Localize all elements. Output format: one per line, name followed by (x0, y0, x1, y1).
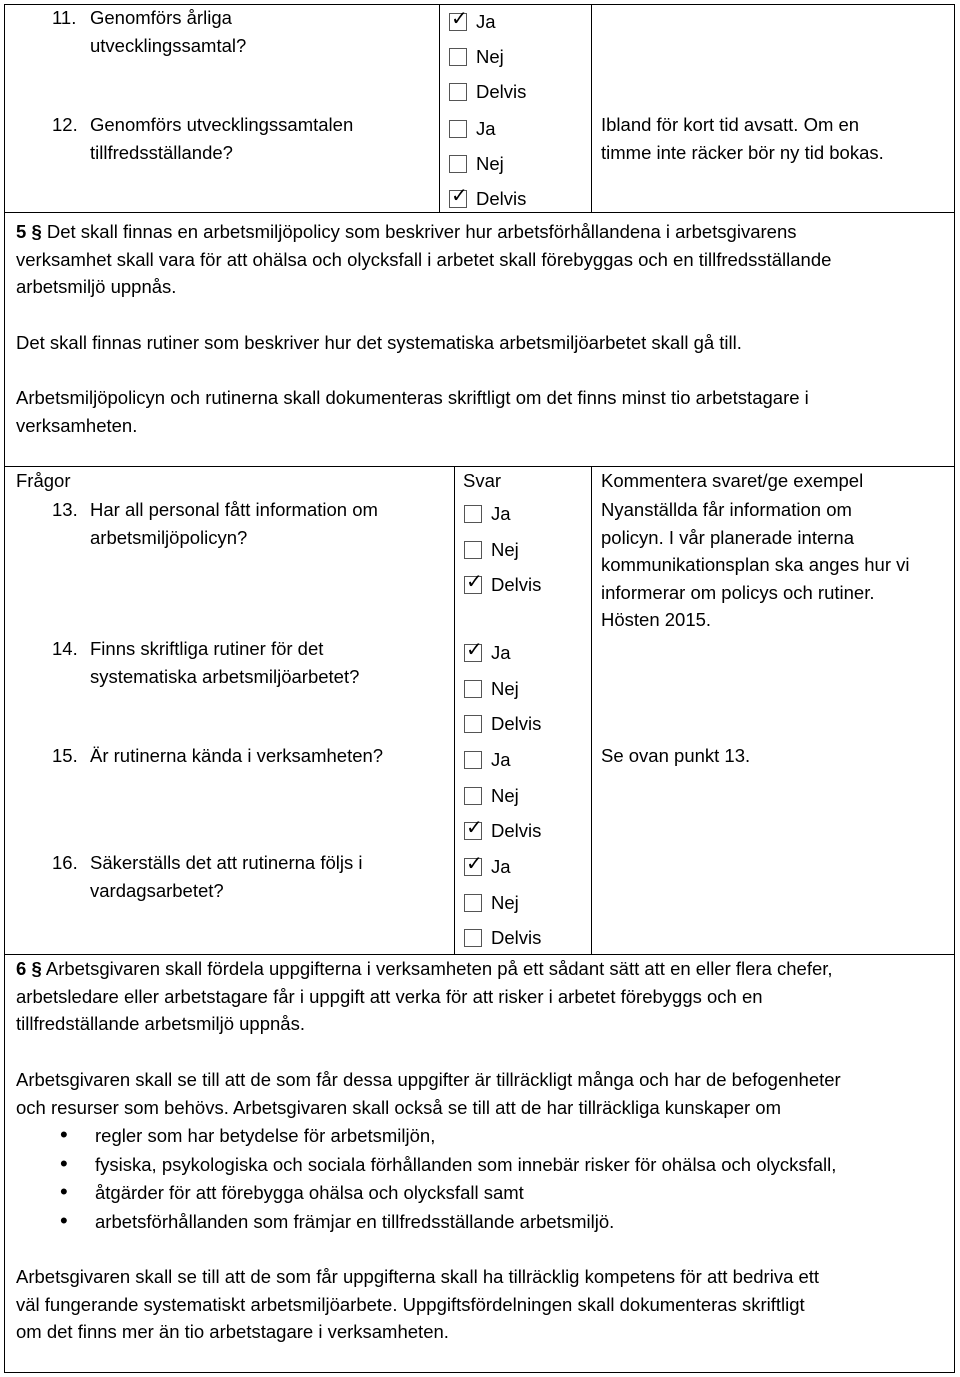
paragraph-line: Arbetsgivaren skall se till att de som får uppgifterna skall ha tillräcklig kompetens för att bedriva ett (16, 1266, 820, 1287)
option-label: Ja (491, 503, 511, 524)
section-5-paragraph-2: Det skall finnas rutiner som beskriver hur det systematiska arbetsmiljöarbetet skall gå till. (16, 332, 742, 353)
paragraph-line: Arbetsmiljöpolicyn och rutinerna skall dokumenteras skriftligt om det finns minst tio arbetstagare i (16, 387, 809, 408)
paragraph-line: väl fungerande systematiskt arbetsmiljöarbete. Uppgiftsfördelningen skall dokumenteras skriftligt (16, 1293, 805, 1315)
header-fragor: Frågor (16, 470, 71, 491)
question-text-line: Har all personal fått information om (90, 499, 378, 520)
option-delvis[interactable] (464, 923, 541, 953)
empty-box-icon[interactable] (449, 48, 467, 66)
question-text-line: vardagsarbetet? (90, 880, 224, 901)
option-label: Nej (491, 539, 519, 560)
empty-box-icon[interactable] (464, 787, 482, 805)
bullet-dot: • (60, 1179, 68, 1204)
option-label: Delvis (491, 927, 542, 948)
option-delvis[interactable] (449, 184, 526, 214)
paragraph-line: Arbetsgivaren skall fördela uppgifterna i verksamheten på ett sådant sätt att en eller flera chefer, (45, 958, 833, 979)
comment-line: policyn. I vår planerade interna (601, 527, 854, 548)
section-6-paragraph-1 (16, 955, 941, 1038)
paragraph-line: och resurser som behövs. Arbetsgivaren skall också se till att de har tillräckliga kunskaper om (16, 1096, 782, 1118)
option-ja[interactable] (449, 114, 496, 144)
option-delvis[interactable] (449, 77, 526, 107)
question-text-line: tillfredsställande? (90, 142, 233, 163)
paragraph-line: verksamhet skall vara för att ohälsa och olycksfall i arbetet skall förebyggas och en tillfredsställande (16, 248, 832, 270)
checked-box-icon[interactable]: ✓ (466, 569, 483, 593)
option-delvis[interactable] (464, 709, 541, 739)
option-label: Delvis (476, 188, 527, 209)
option-label: Nej (491, 678, 519, 699)
section-6-paragraph-2 (16, 1066, 941, 1121)
option-ja[interactable] (464, 852, 511, 882)
option-label: Nej (476, 153, 504, 174)
option-label: Delvis (491, 574, 542, 595)
comment-line: informerar om policys och rutiner. (601, 582, 875, 603)
section-symbol: § (31, 221, 42, 242)
question-text-line: Finns skriftliga rutiner för det (90, 638, 324, 659)
option-ja[interactable] (464, 638, 511, 668)
question-number: 12. (52, 114, 78, 135)
option-ja[interactable] (449, 7, 496, 37)
comment-line: Se ovan punkt 13. (601, 745, 751, 766)
col-divider (454, 466, 455, 954)
question-number: 16. (52, 852, 78, 873)
checked-box-icon[interactable]: ✓ (466, 637, 483, 661)
empty-box-icon[interactable] (464, 715, 482, 733)
question-text-line: systematiska arbetsmiljöarbetet? (90, 666, 360, 687)
option-nej[interactable] (464, 535, 519, 565)
bullet-dot: • (60, 1208, 68, 1233)
header-svar: Svar (463, 470, 502, 491)
question-number: 13. (52, 499, 78, 520)
bullet-item: åtgärder för att förebygga ohälsa och olycksfall samt (95, 1182, 524, 1203)
paragraph-line: om det finns mer än tio arbetstagare i verksamheten. (16, 1321, 449, 1342)
question-number: 14. (52, 638, 78, 659)
option-delvis[interactable] (464, 570, 541, 600)
option-nej[interactable] (449, 149, 504, 179)
header-kommentera: Kommentera svaret/ge exempel (601, 470, 864, 491)
bullet-item: arbetsförhållanden som främjar en tillfredsställande arbetsmiljö. (95, 1211, 615, 1232)
question-number: 11. (52, 7, 77, 28)
comment-line: Hösten 2015. (601, 609, 712, 630)
empty-box-icon[interactable] (449, 83, 467, 101)
question-text-line: Är rutinerna kända i verksamheten? (90, 745, 384, 766)
section-6-paragraph-3 (16, 1263, 941, 1346)
empty-box-icon[interactable] (464, 894, 482, 912)
comment-line: Nyanställda får information om (601, 499, 852, 520)
bullet-item: fysiska, psykologiska och sociala förhållanden som innebär risker för ohälsa och olycksfall, (95, 1154, 837, 1175)
checked-box-icon[interactable]: ✓ (466, 851, 483, 875)
option-label: Ja (476, 118, 496, 139)
option-label: Nej (491, 785, 519, 806)
col-divider (439, 4, 440, 212)
empty-box-icon[interactable] (464, 751, 482, 769)
bullet-dot: • (60, 1151, 68, 1176)
section-number: 5 (16, 221, 27, 242)
col-divider (591, 466, 592, 954)
option-ja[interactable] (464, 499, 511, 529)
question-text-line: Genomförs utvecklingssamtalen (90, 114, 354, 135)
option-ja[interactable] (464, 745, 511, 775)
comment-line: timme inte räcker bör ny tid bokas. (601, 142, 884, 163)
comment-line: Ibland för kort tid avsatt. Om en (601, 114, 860, 135)
section-symbol: § (31, 958, 42, 979)
option-label: Nej (491, 892, 519, 913)
paragraph-line: verksamheten. (16, 414, 138, 436)
paragraph-line: tillfredställande arbetsmiljö uppnås. (16, 1013, 305, 1034)
section-5-paragraph-1 (16, 218, 941, 301)
col-divider (591, 4, 592, 212)
section-5-paragraph-3 (16, 384, 941, 439)
comment-line: kommunikationsplan ska anges hur vi (601, 554, 910, 575)
question-text-line: Säkerställs det att rutinerna följs i (90, 852, 363, 873)
empty-box-icon[interactable] (449, 155, 467, 173)
paragraph-line: Det skall finnas en arbetsmiljöpolicy som beskriver hur arbetsförhållandena i arbetsgivarens (46, 221, 797, 242)
empty-box-icon[interactable] (464, 541, 482, 559)
question-text-line: Genomförs årliga (90, 7, 232, 28)
checked-box-icon[interactable]: ✓ (466, 815, 483, 839)
section-number: 6 (16, 958, 27, 979)
option-label: Ja (491, 642, 511, 663)
option-nej[interactable] (464, 781, 519, 811)
option-label: Ja (476, 11, 496, 32)
option-delvis[interactable] (464, 816, 541, 846)
question-number: 15. (52, 745, 78, 766)
bullet-item: regler som har betydelse för arbetsmiljön, (95, 1125, 436, 1146)
empty-box-icon[interactable] (464, 680, 482, 698)
option-label: Delvis (491, 820, 542, 841)
empty-box-icon[interactable] (464, 505, 482, 523)
option-nej[interactable] (449, 42, 504, 72)
empty-box-icon[interactable] (464, 929, 482, 947)
paragraph-line: Arbetsgivaren skall se till att de som får dessa uppgifter är tillräckligt många och har de befogenheter (16, 1069, 841, 1090)
question-text-line: utvecklingssamtal? (90, 35, 247, 56)
option-label: Ja (491, 749, 511, 770)
checked-box-icon[interactable]: ✓ (451, 183, 468, 207)
option-label: Nej (476, 46, 504, 67)
paragraph-line: arbetsledare eller arbetstagare får i uppgift att verka för att risker i arbetet förebyggs och en (16, 985, 763, 1007)
empty-box-icon[interactable] (449, 120, 467, 138)
option-nej[interactable] (464, 888, 519, 918)
option-label: Ja (491, 856, 511, 877)
option-nej[interactable] (464, 674, 519, 704)
question-text-line: arbetsmiljöpolicyn? (90, 527, 248, 548)
option-label: Delvis (491, 713, 542, 734)
bullet-dot: • (60, 1122, 68, 1147)
checked-box-icon[interactable]: ✓ (451, 6, 468, 30)
paragraph-line: arbetsmiljö uppnås. (16, 276, 177, 297)
option-label: Delvis (476, 81, 527, 102)
